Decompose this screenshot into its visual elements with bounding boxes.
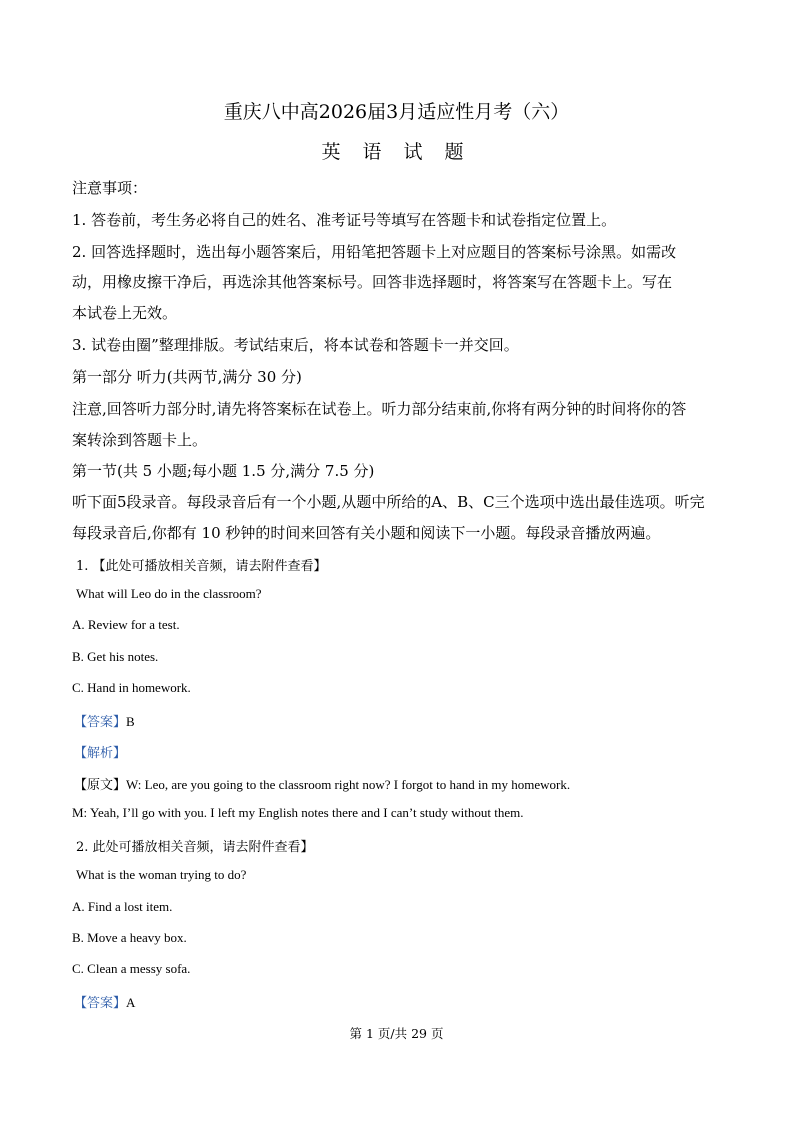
notice-heading: 注意事项： <box>72 179 148 197</box>
q2-answer-value: A <box>126 995 136 1010</box>
q1-original-w: W: Leo, are you going to the classroom right now? I forgot to hand in my homework. <box>126 777 571 792</box>
notice-item-2-line-1: 2. 回答选择题时，选出每小题答案后，用铅笔把答题卡上对应题目的答案标号涂黑。如需改 <box>72 243 677 261</box>
q2-question: What is the woman trying to do? <box>76 867 247 882</box>
q2-answer <box>74 992 135 1011</box>
part1-note-line-2: 案转涂到答题卡上。 <box>72 431 208 449</box>
notice-item-3: 3. 试卷由圈”整理排版。考试结束后，将本试卷和答题卡一并交回。 <box>72 336 519 354</box>
q1-question: What will Leo do in the classroom? <box>76 586 262 601</box>
q2-answer-label: 【答案】 <box>74 996 127 1011</box>
page-title: 重庆八中高2026届3月适应性月考（六） <box>223 101 570 123</box>
section1-line-2: 每段录音后,你都有 10 秒钟的时间来回答有关小题和阅读下一小题。每段录音播放两遍。 <box>72 524 661 542</box>
q1-original-label: 【原文】 <box>74 778 127 793</box>
page-footer: 第 1 页/共 29 页 <box>349 1026 444 1041</box>
notice-item-2-line-3: 本试卷上无效。 <box>72 304 178 322</box>
part1-heading: 第一部分 听力(共两节,满分 30 分) <box>72 368 302 386</box>
q1-analysis-label: 【解析】 <box>74 746 127 761</box>
q1-answer-value: B <box>126 714 135 729</box>
page-subtitle: 英 语 试 题 <box>321 141 472 163</box>
q1-answer <box>74 711 135 730</box>
q1-answer-label: 【答案】 <box>74 715 127 730</box>
q1-audio-tag: 1. 【此处可播放相关音频，请去附件查看】 <box>76 559 327 574</box>
section1-line-1: 听下面5段录音。每段录音后有一个小题,从题中所给的A、B、C三个选项中选出最佳选项。听完 <box>72 493 705 511</box>
section1-heading: 第一节(共 5 小题;每小题 1.5 分,满分 7.5 分) <box>72 462 375 480</box>
part1-note-line-1: 注意,回答听力部分时,请先将答案标在试卷上。听力部分结束前,你将有两分钟的时间将你的答 <box>72 400 687 418</box>
notice-item-1: 1. 答卷前，考生务必将自己的姓名、准考证号等填写在答题卡和试卷指定位置上。 <box>72 211 617 229</box>
q1-option-c: C. Hand in homework. <box>72 680 191 695</box>
q2-option-c: C. Clean a messy sofa. <box>72 961 191 976</box>
q2-option-a: A. Find a lost item. <box>72 899 173 914</box>
q2-audio-tag: 2. 此处可播放相关音频，请去附件查看】 <box>76 840 314 855</box>
notice-item-2-line-2: 动，用橡皮擦干净后，再选涂其他答案标号。回答非选择题时，将答案写在答题卡上。写在 <box>72 273 673 291</box>
q1-original-m: M: Yeah, I’ll go with you. I left my English notes there and I can’t study without them. <box>72 805 524 820</box>
q1-option-a: A. Review for a test. <box>72 617 180 632</box>
q2-option-b: B. Move a heavy box. <box>72 930 187 945</box>
q1-option-b: B. Get his notes. <box>72 649 159 664</box>
q1-original <box>74 774 570 793</box>
